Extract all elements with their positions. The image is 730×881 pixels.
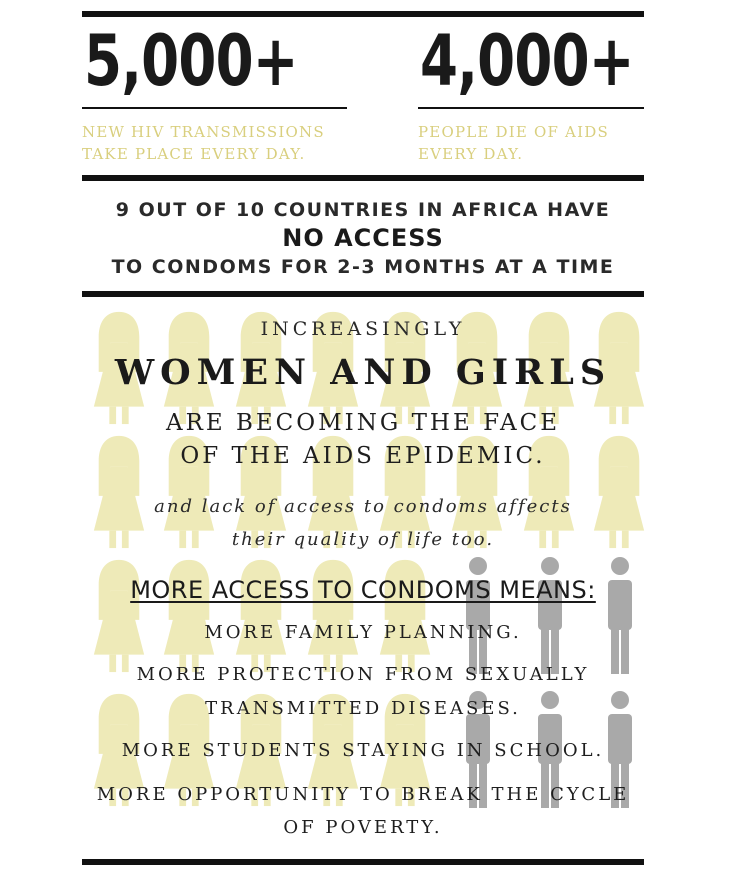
means-item-1-line1: MORE FAMILY PLANNING.: [204, 622, 522, 643]
access-line3: TO CONDOMS FOR 2-3 MONTHS AT A TIME: [111, 256, 615, 278]
stat-number-transmissions: 5,000+: [84, 20, 298, 102]
means-item-4-line1: MORE OPPORTUNITY TO BREAK THE CYCLE: [96, 784, 630, 805]
women-line1: ARE BECOMING THE FACE: [165, 410, 561, 436]
girl-figure-icon: [232, 556, 290, 676]
man-figure-icon: [458, 556, 498, 676]
stat-underline-1: [82, 107, 347, 109]
means-item-4-line2: OF POVERTY.: [283, 817, 443, 838]
stat-caption-transmissions-line2: TAKE PLACE EVERY DAY.: [82, 145, 306, 163]
bottom-rule: [82, 859, 644, 865]
stats-bottom-rule: [82, 175, 644, 181]
women-italic-line1: and lack of access to condoms affects: [154, 496, 572, 517]
stat-number-deaths: 4,000+: [420, 20, 634, 102]
means-item-3-line1: MORE STUDENTS STAYING IN SCHOOL.: [121, 740, 605, 761]
women-italic-line2: their quality of life too.: [231, 529, 495, 550]
access-emphasis: NO ACCESS: [282, 224, 444, 252]
means-item-2-line1: MORE PROTECTION FROM SEXUALLY: [136, 664, 590, 685]
man-figure-icon: [530, 556, 570, 676]
means-item-2-line2: TRANSMITTED DISEASES.: [205, 698, 521, 719]
girl-figure-icon: [90, 556, 148, 676]
top-rule: [82, 11, 644, 17]
access-line1: 9 OUT OF 10 COUNTRIES IN AFRICA HAVE: [115, 199, 611, 221]
girl-figure-icon: [304, 556, 362, 676]
women-intro: INCREASINGLY: [260, 318, 466, 340]
access-bottom-rule: [82, 291, 644, 297]
man-figure-icon: [600, 556, 640, 676]
girl-figure-icon: [160, 556, 218, 676]
stat-caption-deaths-line1: PEOPLE DIE OF AIDS: [418, 123, 609, 141]
girl-figure-icon: [376, 556, 434, 676]
women-headline: WOMEN AND GIRLS: [114, 352, 612, 393]
women-line2: OF THE AIDS EPIDEMIC.: [180, 443, 546, 469]
stat-caption-transmissions-line1: NEW HIV TRANSMISSIONS: [82, 123, 325, 141]
stat-underline-2: [418, 107, 644, 109]
stat-caption-deaths-line2: EVERY DAY.: [418, 145, 524, 163]
means-title: MORE ACCESS TO CONDOMS MEANS:: [130, 576, 596, 604]
